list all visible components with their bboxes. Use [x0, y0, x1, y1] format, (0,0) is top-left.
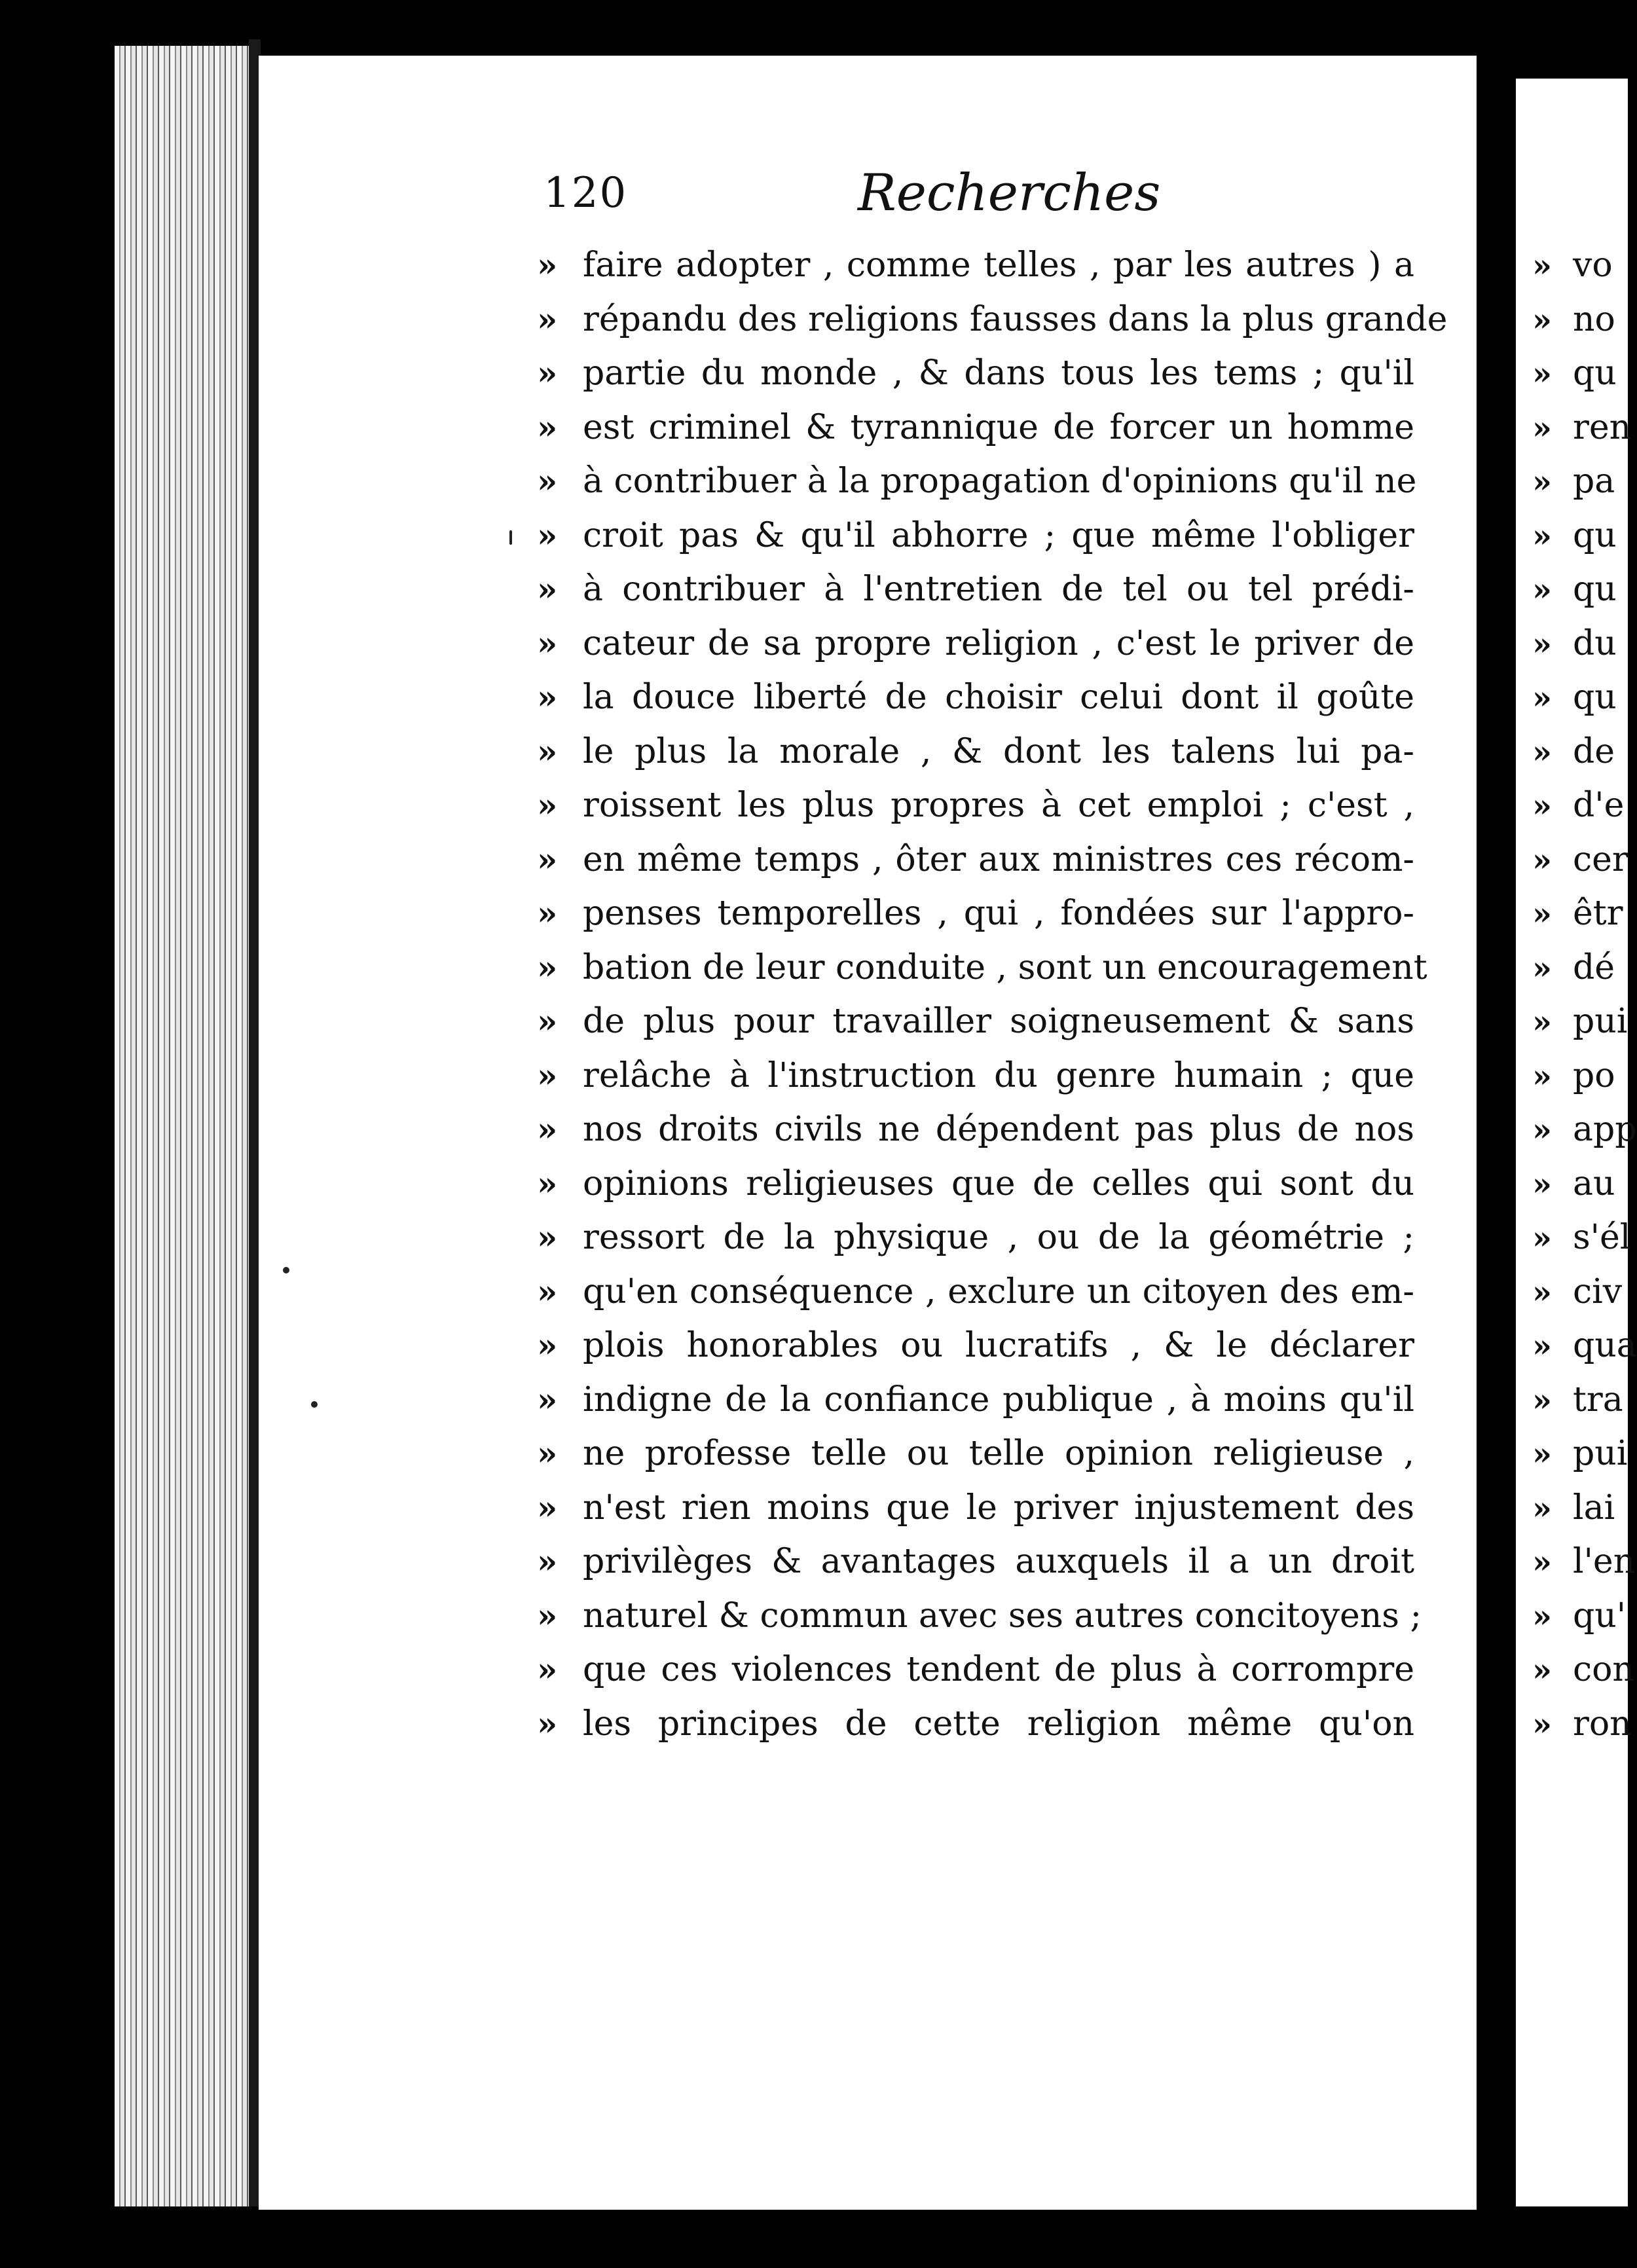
ink-speck [311, 1401, 318, 1408]
guillemet-mark: » [537, 731, 558, 771]
guillemet-mark: » [1532, 1436, 1552, 1472]
line-text-fragment: d'e [1573, 786, 1625, 825]
line-text-fragment: qu' [1573, 1596, 1627, 1636]
line-text-fragment: app [1573, 1110, 1637, 1149]
right-text-line [1532, 840, 1628, 894]
guillemet-mark: » [1532, 1004, 1552, 1040]
right-text-line [1532, 246, 1628, 300]
right-text-line [1532, 1218, 1631, 1272]
guillemet-mark: » [1532, 247, 1552, 284]
guillemet-mark: » [537, 894, 558, 932]
guillemet-mark: » [537, 570, 558, 608]
guillemet-mark: » [1532, 356, 1552, 392]
guillemet-mark: » [537, 623, 558, 663]
line-text-fragment: no [1573, 299, 1615, 339]
line-text-fragment: du [1573, 623, 1617, 663]
right-text-line [1532, 516, 1628, 570]
right-text-line [1532, 462, 1628, 516]
right-page-text [1532, 246, 1637, 1758]
guillemet-mark: » [537, 1596, 558, 1635]
guillemet-mark: » [1532, 1057, 1552, 1095]
text-line [537, 408, 1414, 462]
guillemet-mark: » [1532, 841, 1552, 879]
guillemet-mark: » [1532, 625, 1552, 663]
text-line [537, 516, 1414, 570]
right-text-line [1532, 1434, 1628, 1488]
text-line [537, 1164, 1414, 1218]
right-text-line [1532, 1596, 1628, 1651]
line-text: à contribuer à la propagation d'opinions qu'il ne [583, 462, 1417, 501]
guillemet-mark: » [537, 678, 558, 716]
text-line [537, 1380, 1414, 1435]
guillemet-mark: » [537, 299, 558, 338]
right-text-line [1532, 1110, 1637, 1164]
guillemet-mark: » [1532, 1544, 1552, 1581]
guillemet-mark: » [537, 1380, 558, 1419]
guillemet-mark: » [1532, 788, 1552, 824]
right-text-line [1532, 354, 1628, 408]
guillemet-mark: » [537, 1704, 558, 1743]
text-line [537, 624, 1414, 678]
line-text: bation de leur conduite , sont un encouragement [583, 947, 1427, 987]
line-text-fragment: êtr [1573, 894, 1623, 933]
line-text: la douce liberté de choisir celui dont il goûte [583, 678, 1414, 717]
line-text: privilèges & avantages auxquels il a un droit [583, 1542, 1414, 1581]
text-line [537, 894, 1414, 948]
left-page-text [537, 246, 1448, 1758]
text-line [537, 1596, 1422, 1651]
line-text-fragment: au [1573, 1163, 1615, 1203]
guillemet-mark: » [1532, 1652, 1552, 1689]
line-text-fragment: qua [1573, 1326, 1637, 1365]
right-text-line [1532, 624, 1628, 678]
right-text-line [1532, 407, 1632, 462]
right-text-line [1532, 1380, 1628, 1435]
guillemet-mark: » [537, 1218, 558, 1256]
guillemet-mark: » [537, 1542, 558, 1581]
right-text-line [1532, 300, 1628, 354]
line-text: penses temporelles , qui , fondées sur l'appro- [583, 894, 1414, 933]
book-gutter [1477, 39, 1516, 2220]
guillemet-mark: » [1532, 680, 1552, 716]
stacked-page-edges [115, 46, 255, 2206]
guillemet-mark: » [1532, 1112, 1552, 1148]
text-line [537, 840, 1414, 894]
text-line [537, 786, 1414, 840]
guillemet-mark: » [537, 947, 558, 987]
line-text: en même temps , ôter aux ministres ces récom- [583, 839, 1414, 879]
guillemet-mark: » [1532, 1381, 1552, 1419]
line-text: croit pas & qu'il abhorre ; que même l'obliger [583, 515, 1414, 555]
guillemet-mark: » [537, 354, 558, 392]
guillemet-mark: » [537, 1326, 558, 1364]
text-line [537, 678, 1414, 732]
right-text-line [1532, 1056, 1628, 1110]
line-text-fragment: civ [1573, 1271, 1623, 1311]
text-line [537, 1650, 1414, 1704]
line-text: partie du monde , & dans tous les tems ; qu'il [583, 354, 1414, 393]
guillemet-mark: » [1532, 1273, 1552, 1311]
guillemet-mark: » [1532, 409, 1552, 447]
text-line [537, 1002, 1414, 1056]
line-text: répandu des religions fausses dans la plus grande [583, 299, 1448, 339]
text-line [537, 1704, 1414, 1759]
line-text: opinions religieuses que de celles qui sont du [583, 1163, 1414, 1203]
line-text: qu'en conséquence , exclure un citoyen des em- [583, 1271, 1414, 1311]
running-head: Recherches [858, 164, 1161, 223]
guillemet-mark: » [537, 515, 558, 555]
guillemet-mark: » [1532, 1328, 1552, 1364]
guillemet-mark: » [537, 1488, 558, 1527]
ink-speck [509, 530, 512, 545]
right-text-line [1532, 732, 1628, 786]
guillemet-mark: » [537, 839, 558, 879]
text-line [537, 462, 1417, 516]
line-text-fragment: cer [1573, 839, 1628, 879]
line-text: relâche à l'instruction du genre humain ; que [583, 1055, 1414, 1095]
text-line [537, 1218, 1414, 1272]
right-text-line [1532, 678, 1628, 732]
guillemet-mark: » [537, 1110, 558, 1148]
guillemet-mark: » [537, 1002, 558, 1040]
line-text-fragment: po [1573, 1055, 1615, 1095]
line-text: plois honorables ou lucratifs , & le déclarer [583, 1326, 1414, 1365]
text-line [537, 570, 1414, 624]
right-text-line [1532, 1164, 1628, 1218]
page-number: 120 [543, 169, 628, 217]
text-line [537, 1272, 1414, 1326]
ink-speck [283, 1267, 289, 1273]
line-text-fragment: qu [1573, 678, 1617, 717]
text-line [537, 947, 1427, 1002]
line-text-fragment: de [1573, 731, 1615, 771]
line-text: roissent les plus propres à cet emploi ; c'est , [583, 786, 1414, 825]
guillemet-mark: » [1532, 572, 1552, 608]
line-text: à contribuer à l'entretien de tel ou tel prédi- [583, 570, 1414, 609]
guillemet-mark: » [1532, 949, 1552, 987]
text-line [537, 354, 1414, 408]
guillemet-mark: » [1532, 896, 1552, 932]
right-text-line [1532, 948, 1628, 1002]
guillemet-mark: » [537, 407, 558, 447]
line-text: ressort de la physique , ou de la géométrie ; [583, 1218, 1414, 1257]
line-text-fragment: lai [1573, 1488, 1615, 1527]
line-text-fragment: qu [1573, 515, 1617, 555]
line-text: le plus la morale , & dont les talens lui pa- [583, 731, 1414, 771]
line-text: les principes de cette religion même qu'on [583, 1704, 1414, 1744]
guillemet-mark: » [1532, 1220, 1552, 1256]
line-text-fragment: vo [1573, 246, 1613, 285]
line-text-fragment: s'él [1573, 1218, 1631, 1257]
line-text: indigne de la confiance publique , à moins qu'il [583, 1380, 1414, 1419]
guillemet-mark: » [537, 1271, 558, 1311]
text-line [537, 1056, 1414, 1110]
guillemet-mark: » [537, 246, 558, 284]
line-text-fragment: pa [1573, 462, 1615, 501]
line-text-fragment: tra [1573, 1380, 1623, 1419]
guillemet-mark: » [1532, 301, 1552, 338]
text-line [537, 1110, 1414, 1164]
line-text-fragment: qu [1573, 570, 1617, 609]
line-text: cateur de sa propre religion , c'est le priver de [583, 623, 1414, 663]
guillemet-mark: » [537, 786, 558, 824]
guillemet-mark: » [1532, 1490, 1552, 1527]
guillemet-mark: » [537, 1055, 558, 1095]
line-text-fragment: dé [1573, 947, 1615, 987]
line-text-fragment: qu [1573, 354, 1617, 393]
guillemet-mark: » [1532, 464, 1552, 500]
line-text: nos droits civils ne dépendent pas plus de nos [583, 1110, 1414, 1149]
line-text-fragment: con [1573, 1650, 1634, 1689]
line-text: de plus pour travailler soigneusement & sans [583, 1002, 1414, 1041]
line-text: n'est rien moins que le priver injustement des [583, 1488, 1414, 1527]
text-line [537, 246, 1414, 300]
line-text: ne professe telle ou telle opinion religieuse , [583, 1434, 1414, 1473]
line-text: que ces violences tendent de plus à corrompre [583, 1650, 1414, 1689]
guillemet-mark: » [1532, 733, 1552, 771]
right-text-line [1532, 1488, 1628, 1543]
text-line [537, 1434, 1414, 1488]
right-text-line [1532, 1272, 1628, 1326]
guillemet-mark: » [537, 1434, 558, 1472]
guillemet-mark: » [1532, 1706, 1552, 1743]
text-line [537, 1542, 1414, 1596]
guillemet-mark: » [537, 462, 558, 500]
line-text: naturel & commun avec ses autres concitoyens ; [583, 1596, 1422, 1636]
text-line [537, 299, 1448, 354]
text-line [537, 1326, 1414, 1380]
right-text-line [1532, 894, 1628, 948]
right-text-line [1532, 1326, 1637, 1380]
guillemet-mark: » [537, 1650, 558, 1689]
line-text-fragment: pui [1573, 1002, 1628, 1041]
line-text-fragment: ron [1573, 1704, 1632, 1744]
right-text-line [1532, 1704, 1632, 1759]
line-text-fragment: ren [1573, 407, 1632, 447]
line-text-fragment: l'en [1573, 1542, 1636, 1581]
line-text-fragment: pui [1573, 1434, 1628, 1473]
guillemet-mark: » [1532, 1598, 1552, 1635]
right-text-line [1532, 1650, 1634, 1704]
right-text-line [1532, 1002, 1628, 1056]
guillemet-mark: » [1532, 517, 1552, 555]
guillemet-mark: » [537, 1163, 558, 1203]
right-text-line [1532, 570, 1628, 624]
right-text-line [1532, 786, 1628, 840]
line-text: faire adopter , comme telles , par les autres ) a [583, 246, 1414, 285]
guillemet-mark: » [1532, 1165, 1552, 1203]
line-text: est criminel & tyrannique de forcer un homme [583, 407, 1414, 447]
text-line [537, 1488, 1414, 1543]
right-text-line [1532, 1542, 1636, 1596]
text-line [537, 732, 1414, 786]
